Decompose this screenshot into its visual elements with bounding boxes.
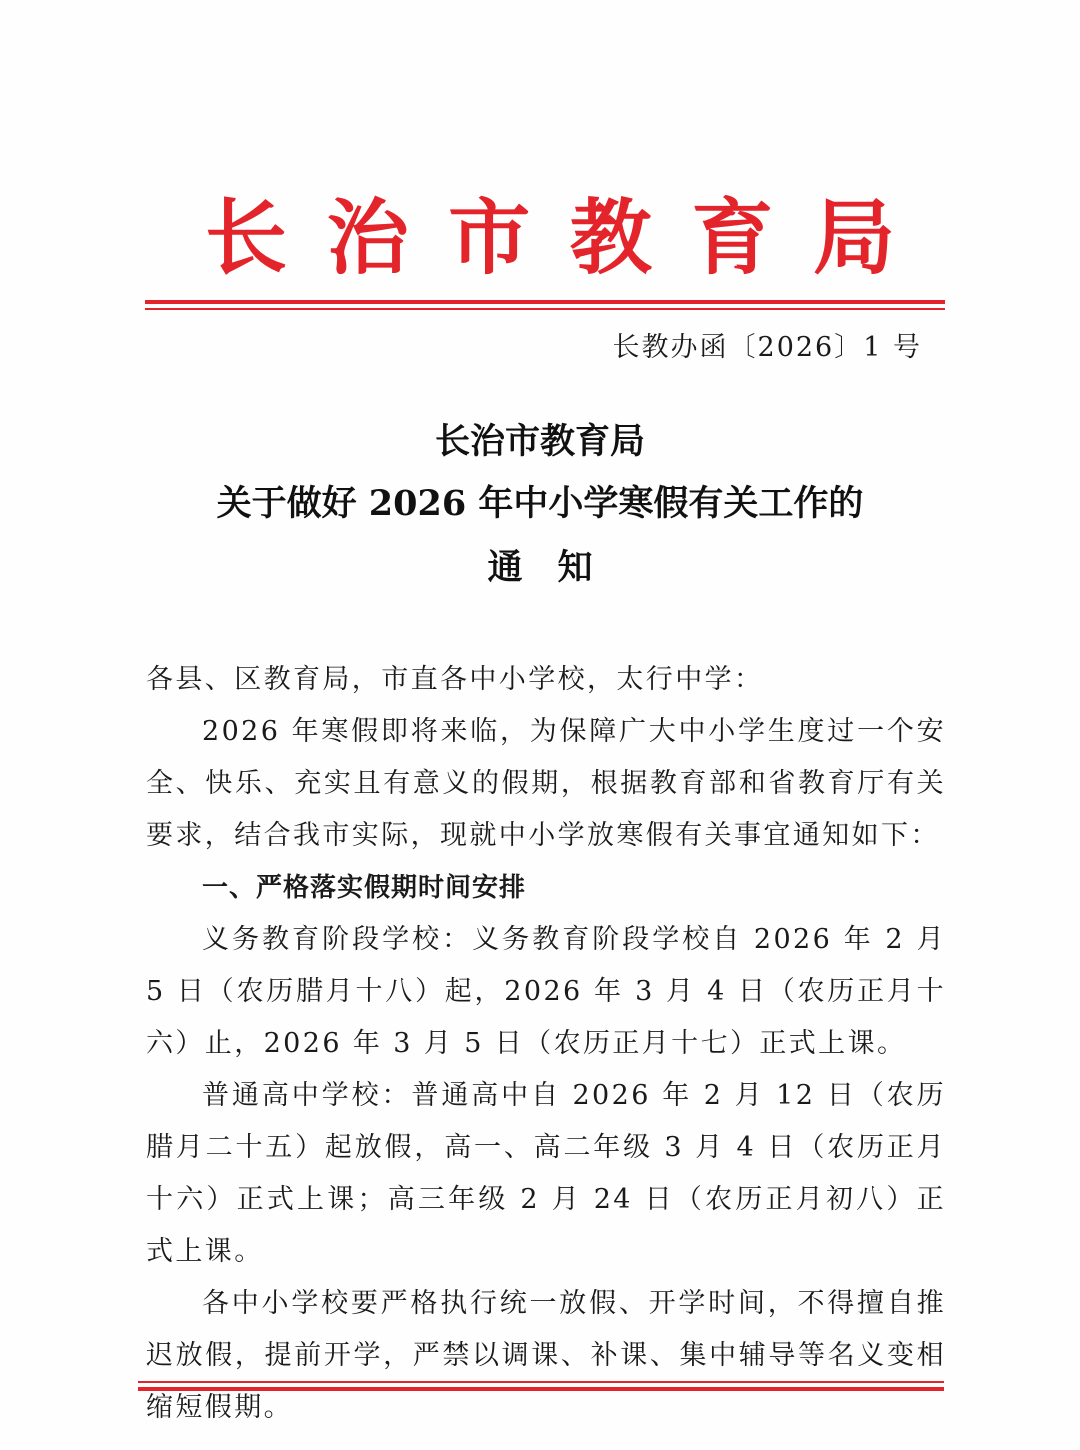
footer-divider-thick [138,1387,944,1391]
salutation: 各县、区教育局，市直各中小学校，太行中学： [146,664,764,695]
letterhead-char: 市 [448,190,531,286]
letterhead-char: 教 [569,190,652,286]
section-heading: 一、严格落实假期时间安排 [202,873,527,903]
document-title-line3: 通 知 [487,547,593,588]
document-title-line2: 关于做好 2026 年中小学寒假有关工作的 [216,483,864,524]
document-body [146,654,946,1434]
requirement-paragraph: 各中小学校要严格执行统一放假、开学时间，不得擅自推迟放假，提前开学，严禁以调课、补课、集中辅导等名义变相缩短假期。 [146,1288,946,1423]
letterhead-char: 局 [812,190,895,286]
high-school-paragraph: 普通高中学校：普通高中自 2026 年 2 月 12 日（农历腊月二十五）起放假，高一、高二年级 3 月 4 日（农历正月十六）正式上课；高三年级 2 月 24 日（农历正月初八）正式上课。 [146,1080,946,1267]
document-number: 长教办函〔2026〕1 号 [612,332,922,363]
letterhead-char: 治 [326,190,409,286]
letterhead-title [205,190,895,286]
header-divider-thick [145,300,945,304]
document-title-line1: 长治市教育局 [434,421,645,462]
intro-paragraph: 2026 年寒假即将来临，为保障广大中小学生度过一个安全、快乐、充实且有意义的假期，根据教育部和省教育厅有关要求，结合我市实际，现就中小学放寒假有关事宜通知如下： [146,716,946,851]
compulsory-education-paragraph: 义务教育阶段学校：义务教育阶段学校自 2026 年 2 月 5 日（农历腊月十八）起，2026 年 3 月 4 日（农历正月十六）止，2026 年 3 月 5 日（农历正月十七）正式上课。 [146,924,946,1059]
header-divider-thin [145,308,945,310]
letterhead-char: 育 [691,190,774,286]
letterhead-char: 长 [205,190,288,286]
footer-divider-thin [138,1381,944,1383]
